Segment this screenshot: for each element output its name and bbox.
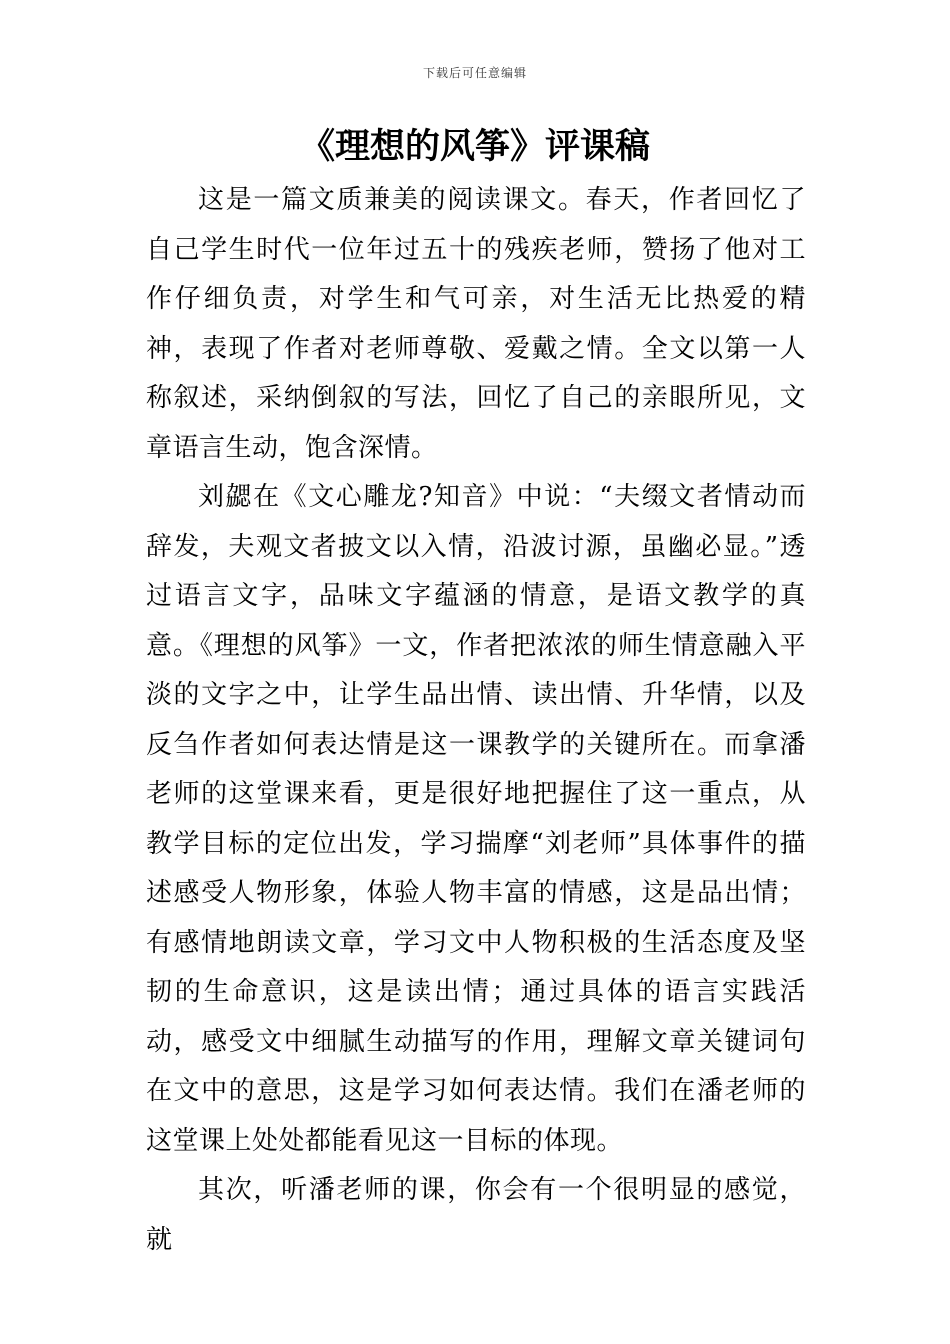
- document-title: 《理想的风筝》评课稿: [299, 127, 650, 167]
- header-note: 下载后可任意编辑: [422, 66, 527, 80]
- document-body: [146, 176, 806, 1265]
- paragraph-1: 这是一篇文质兼美的阅读课文。春天，作者回忆了自己学生时代一位年过五十的残疾老师，赞扬了他对工作仔细负责，对学生和气可亲，对生活无比热爱的精神，表现了作者对老师尊敬、爱戴之情。全文以第一人称叙述，采纳倒叙的写法，回忆了自己的亲眼所见，文章语言生动，饱含深情。: [146, 185, 806, 463]
- paragraph-2: 刘勰在《文心雕龙?知音》中说：“夫缀文者情动而辞发，夫观文者披文以入情，沿波讨源，虽幽必显。”透过语言文字，品味文字蕴涵的情意，是语文教学的真意。《理想的风筝》一文，作者把浓浓的师生情意融入平淡的文字之中，让学生品出情、读出情、升华情，以及反刍作者如何表达情是这一课教学的关键所在。而拿潘老师的这堂课来看，更是很好地把握住了这一重点，从教学目标的定位出发，学习揣摩“刘老师”具体事件的描述感受人物形象，体验人物丰富的情感，这是品出情；有感情地朗读文章，学习文中人物积极的生活态度及坚韧的生命意识，这是读出情；通过具体的语言实践活动，感受文中细腻生动描写的作用，理解文章关键词句在文中的意思，这是学习如何表达情。我们在潘老师的这堂课上处处都能看见这一目标的体现。: [146, 482, 806, 1156]
- paragraph-3: 其次，听潘老师的课，你会有一个很明显的感觉，就: [146, 1175, 806, 1255]
